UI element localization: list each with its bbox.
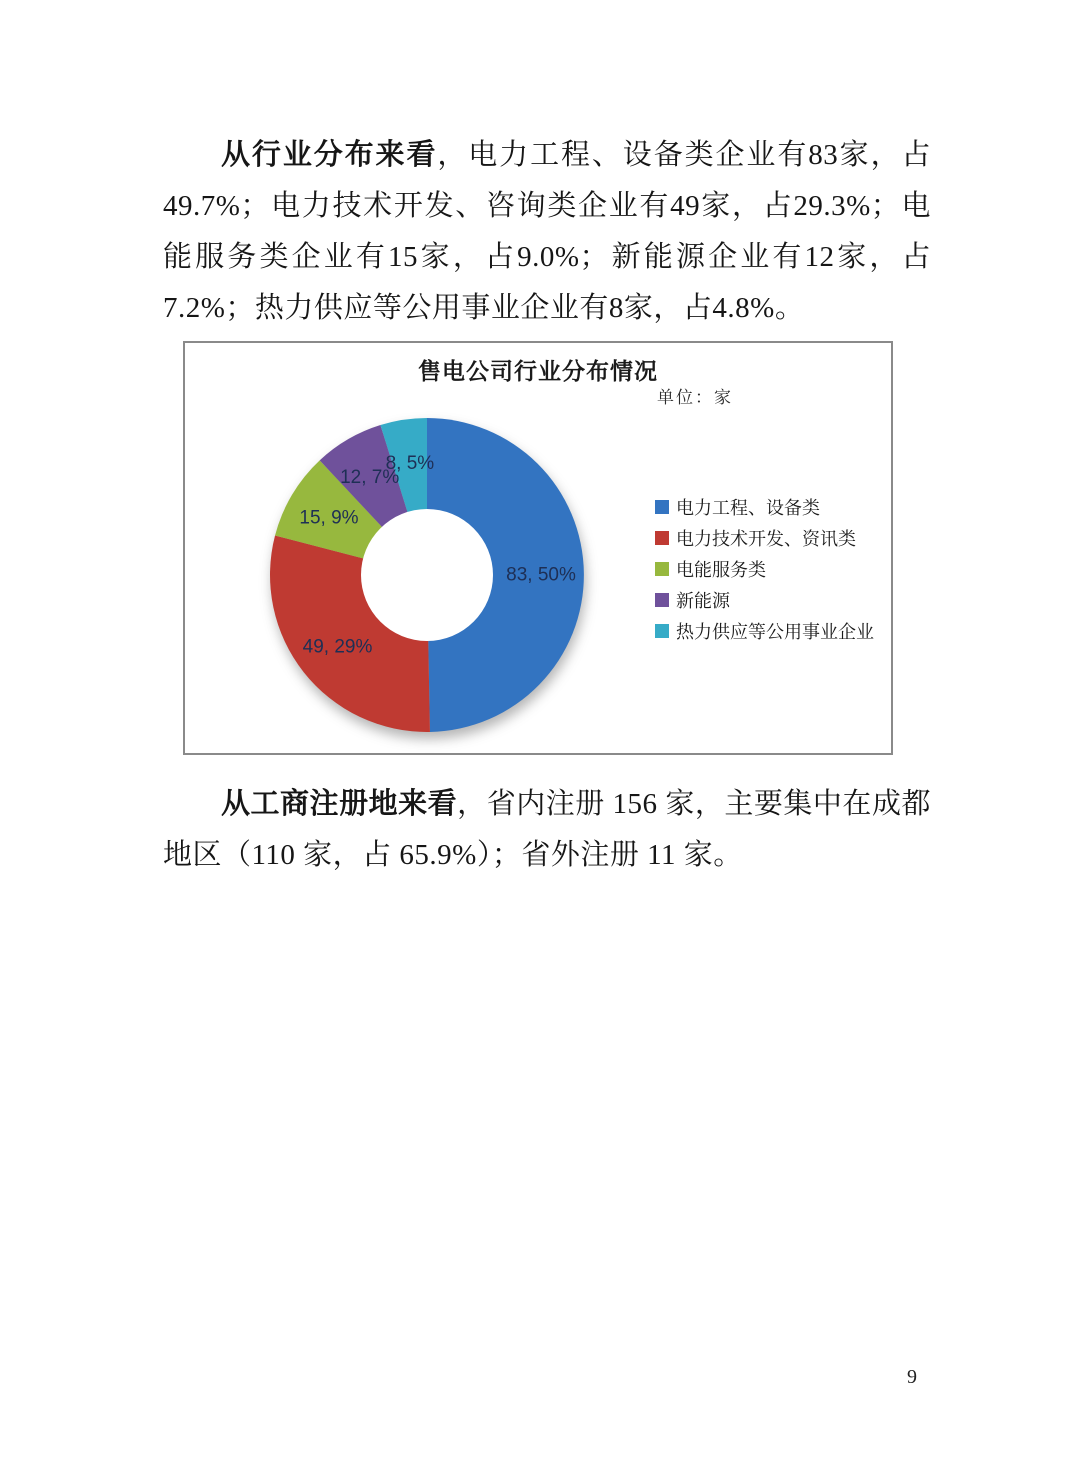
chart-title: 售电公司行业分布情况 [418, 358, 658, 384]
slice-data-label-4: 12, 7% [340, 467, 400, 489]
legend-swatch-icon [655, 500, 669, 514]
legend-swatch-icon [655, 562, 669, 576]
legend-label: 电力工程、设备类 [676, 497, 820, 518]
paragraph-industry-lead: 从行业分布来看 [221, 139, 438, 171]
paragraph-registration-lead: 从工商注册地来看 [221, 788, 458, 820]
paragraph-industry-body: ，电力工程、设备类企业有83家，占49.7%；电力技术开发、咨询类企业有49家，占29.3%；电能服务类企业有15家，占9.0%；新能源企业有12家，占7.2%；热力供应等公用事业企业有8家，占4.8%。 [163, 139, 931, 324]
page-number: 9 [907, 1366, 917, 1388]
slice-data-label-3: 15, 9% [299, 507, 359, 529]
legend-label: 新能源 [676, 590, 730, 611]
legend-label: 电能服务类 [676, 559, 766, 580]
chart-unit-label: 单位：家 [657, 388, 733, 407]
legend-label: 电力技术开发、资讯类 [676, 528, 856, 549]
legend-item-3 [655, 553, 874, 584]
legend-item-2 [655, 522, 874, 553]
slice-data-label-2: 49, 29% [302, 636, 373, 658]
legend-swatch-icon [655, 531, 669, 545]
slice-data-label-5: 8, 5% [385, 452, 435, 474]
legend-label: 热力供应等公用事业企业 [676, 621, 874, 642]
chart-legend [655, 491, 874, 646]
paragraph-registration-location [163, 779, 931, 881]
legend-swatch-icon [655, 593, 669, 607]
legend-item-5 [655, 615, 874, 646]
industry-donut-chart-figure [183, 341, 893, 755]
legend-item-4 [655, 584, 874, 615]
paragraph-industry-distribution [163, 130, 931, 334]
legend-swatch-icon [655, 624, 669, 638]
legend-item-1 [655, 491, 874, 522]
paragraph-registration-body: ，省内注册 156 家，主要集中在成都地区（110 家，占 65.9%）；省外注册 11 家。 [163, 788, 931, 871]
donut-hole [361, 509, 493, 641]
slice-data-label-1: 83, 50% [506, 564, 576, 586]
